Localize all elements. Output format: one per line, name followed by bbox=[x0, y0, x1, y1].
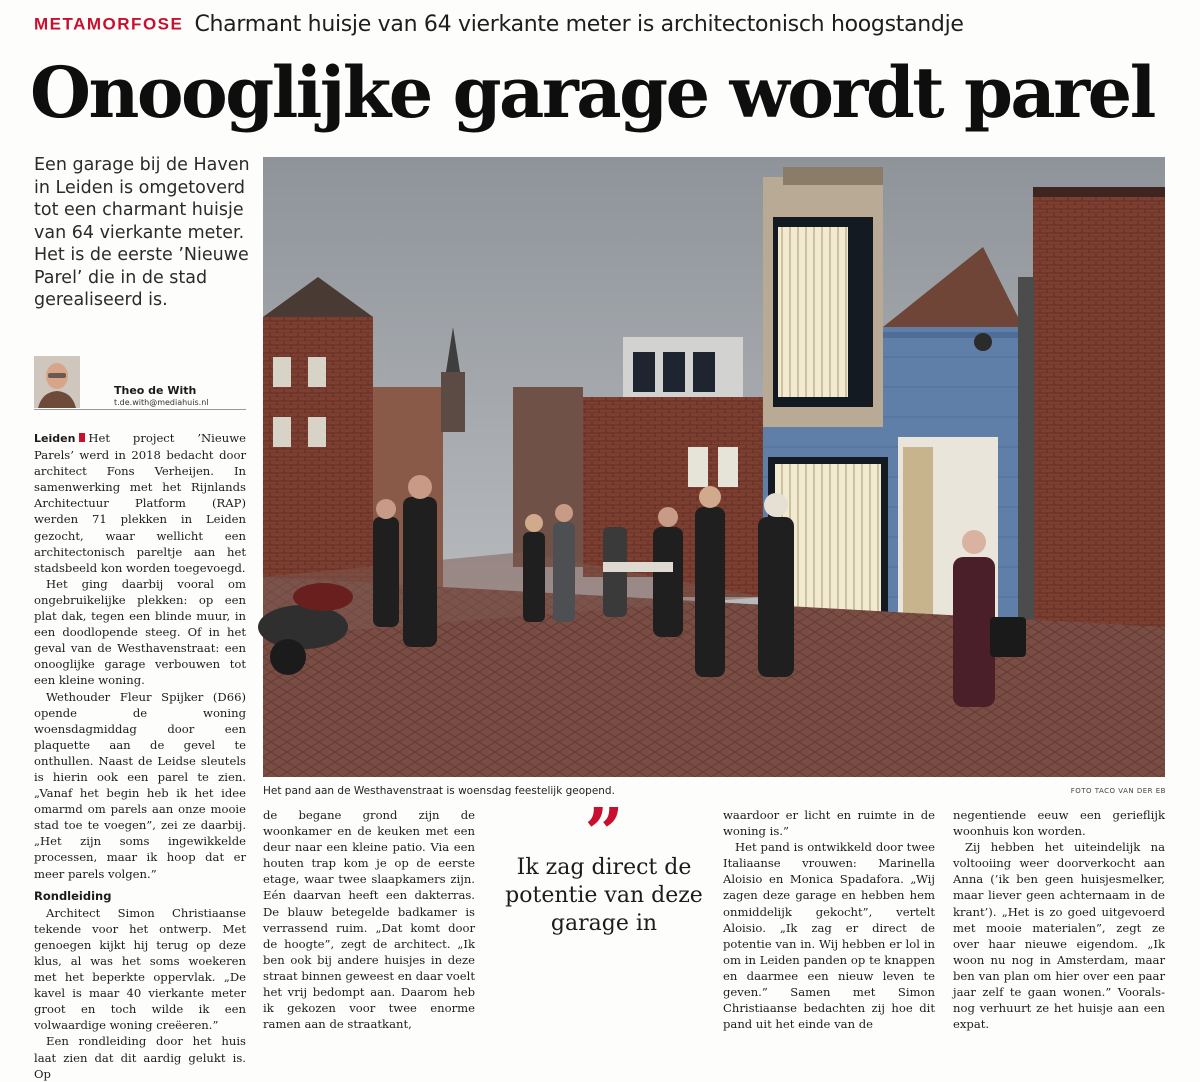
paragraph: de begane grond zijn de woonkamer en de keuken met een deur naar een kleine patio. Via een houten trap kom je op de eerste etage, waar twee slaapkamers zijn. Eén daarvan heeft een dakterras. De blauw betegelde badkamer is verrassend ruim. „Dat komt door de hoogte”, zegt de architect. „Ik ben ook bij andere huisjes in deze straat binnen geweest en daar voelt het vrij bedompt aan. Daarom heb ik gekozen voor twee enorme ramen aan de straatkant, bbox=[263, 808, 475, 1032]
paragraph: Wethouder Fleur Spijker (D66) opende de woning woensdagmiddag door een plaquette aan de gevel te onthullen. Naast de Leidse sleutels is hierin ook een parel te zien. „Vanaf het begin heb ik het idee omarmd om parels aan onze mooie stad toe te voegen”, zei ze daarbij. „Het zijn soms ingewikkelde processen, maar ik hoop dat er meer parels volgen.” bbox=[34, 689, 246, 881]
author-portrait-icon bbox=[34, 356, 80, 408]
paragraph: Het pand is ontwikkeld door twee Italiaanse vrouwen: Marinella Aloisio en Monica Spadafora. „Wij zagen deze garage en hebben hem onmiddelijk gekocht”, vertelt Aloisio. „Ik zag er direct de potentie van in. Wij hebben er lol in om in Leiden panden op te knappen en daarmee een nieuw leven te geven.” Samen met Simon Christiaanse bedachten zij hoe dit pand uit het einde van de bbox=[723, 840, 935, 1032]
pull-quote bbox=[498, 794, 710, 938]
paragraph: Zij hebben het uiteindelijk na voltooiing weer doorverkocht aan Anna (’ik ben geen huisjesmelker, maar liever geen achternaam in de krant’). „Het is zo goed uitgevoerd met mooie materialen”, zegt ze over haar nieuwe eigendom. „Ik woon nu nog in Amsterdam, maar ben van plan om hier over een paar jaar zelf te gaan wonen.” Vooralsnog verhuurt ze het huisje aan een expat. bbox=[953, 840, 1165, 1032]
author-byline bbox=[34, 356, 246, 410]
section-tag: METAMORFOSE bbox=[34, 14, 184, 34]
paragraph: negentiende eeuw een gerieflijk woonhuis kon worden. bbox=[953, 808, 1165, 839]
photo-caption: Het pand aan de Westhavenstraat is woensdag feestelijk geopend. bbox=[263, 785, 615, 797]
article-column-1 bbox=[34, 430, 246, 1082]
dateline: Leiden bbox=[34, 432, 76, 445]
paragraph-text: Het project ’Nieuwe Parels’ werd in 2018 bedacht door architect Fons Verheijen. In samenwerking met het Rijnlands Architectuur Platform (RAP) werden 71 plekken in Leiden gezocht, waar wellicht een architectonisch pareltje aan het stadsbeeld kon worden toegevoegd. bbox=[34, 431, 246, 575]
photo-credit: FOTO TACO VAN DER EB bbox=[1070, 787, 1166, 795]
intro-lead: Een garage bij de Haven in Leiden is omgetoverd tot een charmant huisje van 64 vierkante meter. Het is de eerste ’Nieuwe Parel’ die in de stad gerealiseerd is. bbox=[34, 155, 250, 310]
paragraph bbox=[34, 430, 246, 576]
street-photo-illustration bbox=[263, 157, 1165, 777]
article-column-4 bbox=[953, 807, 1165, 1032]
kicker-subtitle: Charmant huisje van 64 vierkante meter is architectonisch hoogstandje bbox=[194, 12, 964, 37]
article-column-2 bbox=[263, 807, 475, 1032]
author-email[interactable]: t.de.with@mediahuis.nl bbox=[114, 398, 209, 407]
paragraph: Een rondleiding door het huis laat zien dat dit aardig gelukt is. Op bbox=[34, 1034, 246, 1081]
quote-mark-icon: ” bbox=[584, 794, 624, 874]
subhead: Rondleiding bbox=[34, 888, 112, 903]
paragraph: Het ging daarbij vooral om ongebruikelijke plekken: op een plat dak, tegen een blinde muur, in een doodlopende steeg. Of in het geval van de Westhavenstraat: een onooglijke garage verbouwen tot een kleine woning. bbox=[34, 576, 246, 688]
pull-quote-text: Ik zag direct de potentie van deze garage in bbox=[505, 855, 703, 936]
dateline-bullet-icon bbox=[79, 433, 85, 442]
main-photo bbox=[263, 157, 1165, 777]
paragraph: Architect Simon Christiaanse tekende voor het ontwerp. Met genoegen kijkt hij terug op deze klus, al was het soms woekeren met het beperkte oppervlak. „De kavel is maar 40 vierkante meter groot en toch wilde ik een volwaardige woning creëeren.” bbox=[34, 905, 246, 1033]
paragraph: waardoor er licht en ruimte in de woning is.” bbox=[723, 808, 935, 839]
author-avatar bbox=[34, 356, 80, 408]
author-name: Theo de With bbox=[114, 384, 197, 397]
headline: Onooglijke garage wordt parel bbox=[30, 51, 1154, 134]
article-column-3 bbox=[723, 807, 935, 1032]
kicker bbox=[34, 12, 1174, 46]
